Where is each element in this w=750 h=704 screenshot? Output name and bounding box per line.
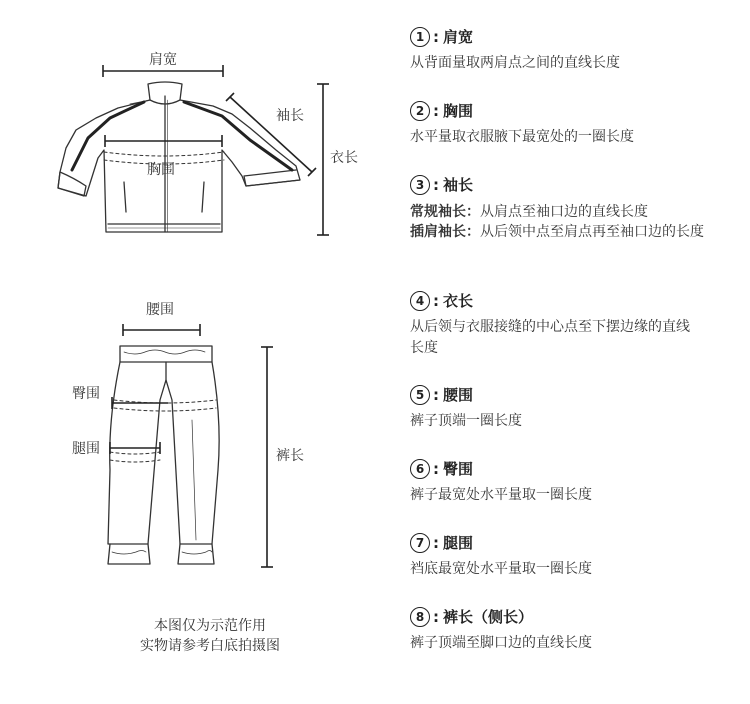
definition-title: 腿围 bbox=[443, 534, 474, 552]
definition-title: 臀围 bbox=[443, 460, 474, 478]
definition-title: 腰围 bbox=[443, 386, 474, 404]
definition-title: 肩宽 bbox=[443, 28, 474, 46]
sub-text: 从肩点至袖口边的直线长度 bbox=[480, 204, 648, 220]
disclaimer-caption bbox=[120, 616, 300, 656]
number-badge: 7 bbox=[410, 533, 430, 553]
number-badge: 3 bbox=[410, 175, 430, 195]
definition-text: 裤子顶端一圈长度 bbox=[410, 413, 522, 429]
chest-label: 胸围 bbox=[147, 162, 175, 178]
definition-pants-length: 8 : 裤长（侧长） 裤子顶端至脚口边的直线长度 bbox=[410, 606, 740, 654]
raglan-sleeve-row bbox=[410, 222, 740, 242]
number-badge: 6 bbox=[410, 459, 430, 479]
definition-title: 袖长 bbox=[443, 176, 474, 194]
chest-measure-line bbox=[105, 135, 222, 147]
sub-text: 从后领中点至肩点再至袖口边的长度 bbox=[480, 224, 704, 240]
jacket-drawing bbox=[58, 82, 300, 232]
waist-measure-line bbox=[123, 324, 200, 336]
definition-text: 水平量取衣服腋下最宽处的一圈长度 bbox=[410, 129, 634, 145]
caption-line-2: 实物请参考白底拍摄图 bbox=[140, 638, 280, 654]
sleeve-measure-line bbox=[226, 93, 316, 176]
number-badge: 5 bbox=[410, 385, 430, 405]
definition-text: 裤子顶端至脚口边的直线长度 bbox=[410, 635, 592, 651]
regular-sleeve-row bbox=[410, 202, 740, 222]
waist-label: 腰围 bbox=[146, 302, 174, 318]
jacket-length-label: 衣长 bbox=[330, 150, 358, 166]
definition-thigh: 7 : 腿围 裆底最宽处水平量取一圈长度 bbox=[410, 532, 740, 580]
definition-sleeve: 3 : 袖长 常规袖长： 从肩点至袖口边的直线长度 插肩袖长： 从后领中点至肩点再至袖口边的长度 bbox=[410, 174, 740, 242]
definition-jacket-length: 4 : 衣长 从后领与衣服接缝的中心点至下摆边缘的直线长度 bbox=[410, 290, 740, 359]
number-badge: 2 bbox=[410, 101, 430, 121]
pants-drawing bbox=[108, 346, 219, 564]
definition-title: 裤长（侧长） bbox=[443, 608, 534, 626]
sleeve-label: 袖长 bbox=[276, 108, 304, 124]
definition-title: 胸围 bbox=[443, 102, 474, 120]
definition-title: 衣长 bbox=[443, 292, 474, 310]
definition-text: 裆底最宽处水平量取一圈长度 bbox=[410, 561, 592, 577]
pants-length-measure-line bbox=[261, 347, 273, 567]
thigh-label: 腿围 bbox=[72, 441, 100, 457]
number-badge: 4 bbox=[410, 291, 430, 311]
hip-label: 臀围 bbox=[72, 386, 100, 402]
pants-length-label: 裤长 bbox=[276, 448, 304, 464]
definition-shoulder: 1 : 肩宽 从背面量取两肩点之间的直线长度 bbox=[410, 26, 740, 74]
definition-text: 从后领与衣服接缝的中心点至下摆边缘的直线长度 bbox=[410, 319, 690, 356]
definition-chest: 2 : 胸围 水平量取衣服腋下最宽处的一圈长度 bbox=[410, 100, 740, 148]
sub-label: 常规袖长： bbox=[410, 204, 480, 220]
definition-waist: 5 : 腰围 裤子顶端一圈长度 bbox=[410, 384, 740, 432]
thigh-measure-line bbox=[110, 442, 160, 454]
caption-line-1: 本图仅为示范作用 bbox=[154, 618, 266, 634]
number-badge: 8 bbox=[410, 607, 430, 627]
definition-hip: 6 : 臀围 裤子最宽处水平量取一圈长度 bbox=[410, 458, 740, 506]
definition-text: 从背面量取两肩点之间的直线长度 bbox=[410, 55, 620, 71]
jacket-length-measure-line bbox=[317, 84, 329, 235]
chest-band bbox=[104, 152, 224, 156]
shoulder-label: 肩宽 bbox=[149, 52, 177, 68]
thigh-band bbox=[110, 452, 160, 454]
number-badge: 1 bbox=[410, 27, 430, 47]
sub-label: 插肩袖长： bbox=[410, 224, 480, 240]
definition-text: 裤子最宽处水平量取一圈长度 bbox=[410, 487, 592, 503]
